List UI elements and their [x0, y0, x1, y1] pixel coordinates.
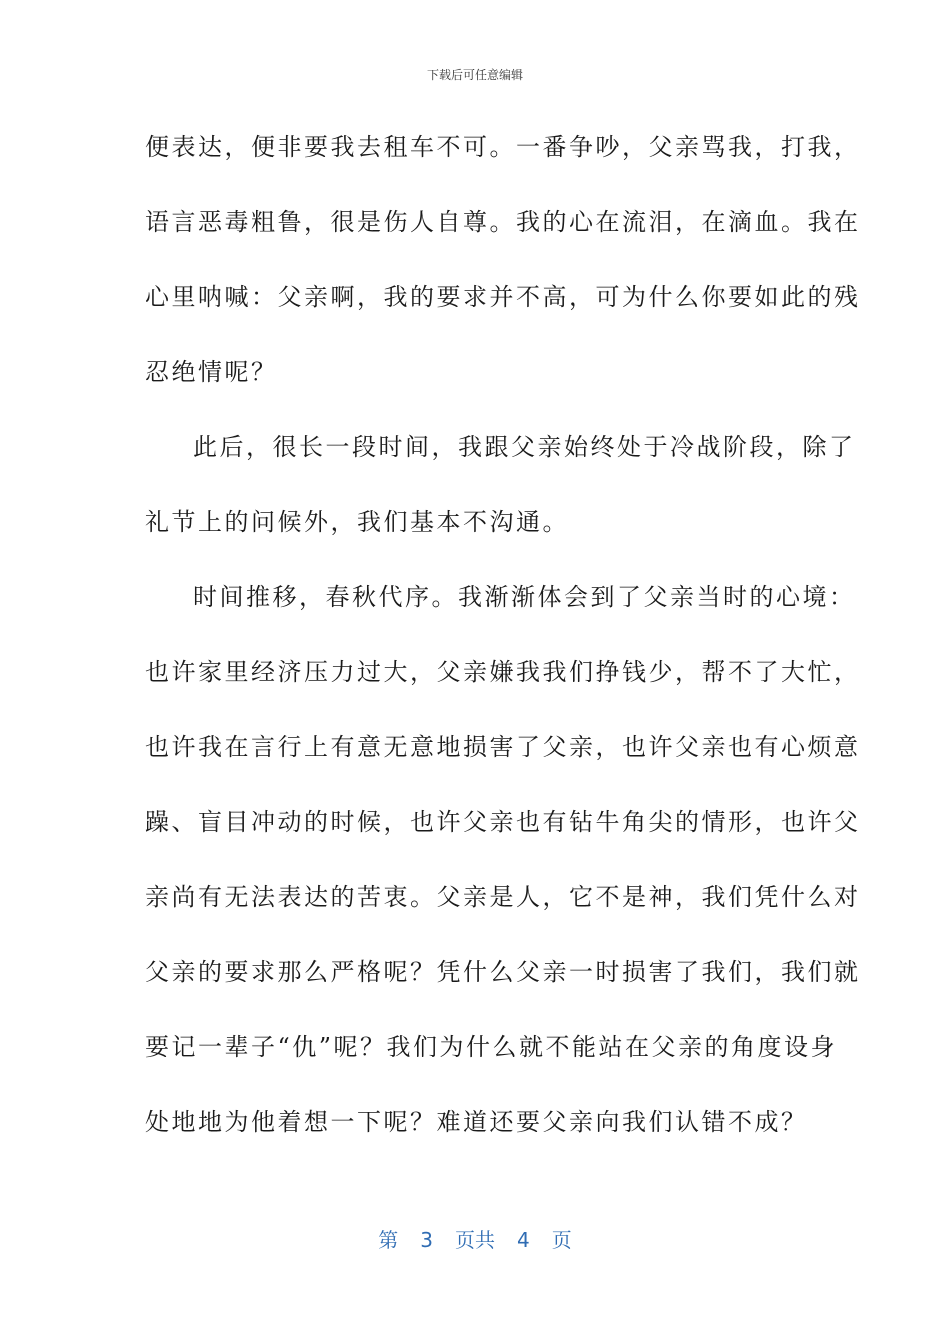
footer-suffix: 页 — [551, 1228, 572, 1252]
text-line-9: 也许我在言行上有意无意地损害了父亲，也许父亲也有心烦意 — [145, 733, 861, 761]
text-line-12: 父亲的要求那么严格呢？凭什么父亲一时损害了我们，我们就 — [145, 958, 861, 986]
text-line-4: 忍绝情呢？ — [145, 358, 278, 386]
document-body — [145, 124, 861, 1174]
page-header-note: 下载后可任意编辑 — [426, 68, 523, 82]
total-pages-number: 4 — [517, 1228, 530, 1252]
text-line-2: 语言恶毒粗鲁，很是伤人自尊。我的心在流泪，在滴血。我在 — [145, 208, 861, 236]
text-line-11: 亲尚有无法表达的苦衷。父亲是人，它不是神，我们凭什么对 — [145, 883, 861, 911]
text-line-10: 躁、盲目冲动的时候，也许父亲也有钻牛角尖的情形，也许父 — [145, 808, 861, 836]
text-line-8: 也许家里经济压力过大，父亲嫌我我们挣钱少，帮不了大忙， — [145, 658, 861, 686]
current-page-number: 3 — [420, 1228, 433, 1252]
text-line-14: 处地地为他着想一下呢？难道还要父亲向我们认错不成？ — [145, 1108, 808, 1136]
text-line-5: 此后，很长一段时间，我跟父亲始终处于冷战阶段，除了 — [193, 433, 856, 461]
page-footer — [0, 1224, 950, 1253]
footer-middle: 页共 — [455, 1228, 495, 1252]
text-line-7: 时间推移，春秋代序。我渐渐体会到了父亲当时的心境： — [193, 583, 856, 611]
text-line-1: 便表达，便非要我去租车不可。一番争吵，父亲骂我，打我， — [145, 133, 861, 161]
text-line-6: 礼节上的问候外，我们基本不沟通。 — [145, 508, 569, 536]
footer-prefix: 第 — [378, 1228, 399, 1252]
text-line-3: 心里呐喊：父亲啊，我的要求并不高，可为什么你要如此的残 — [145, 283, 861, 311]
text-line-13: 要记一辈子“仇”呢？我们为什么就不能站在父亲的角度设身 — [145, 1033, 838, 1061]
